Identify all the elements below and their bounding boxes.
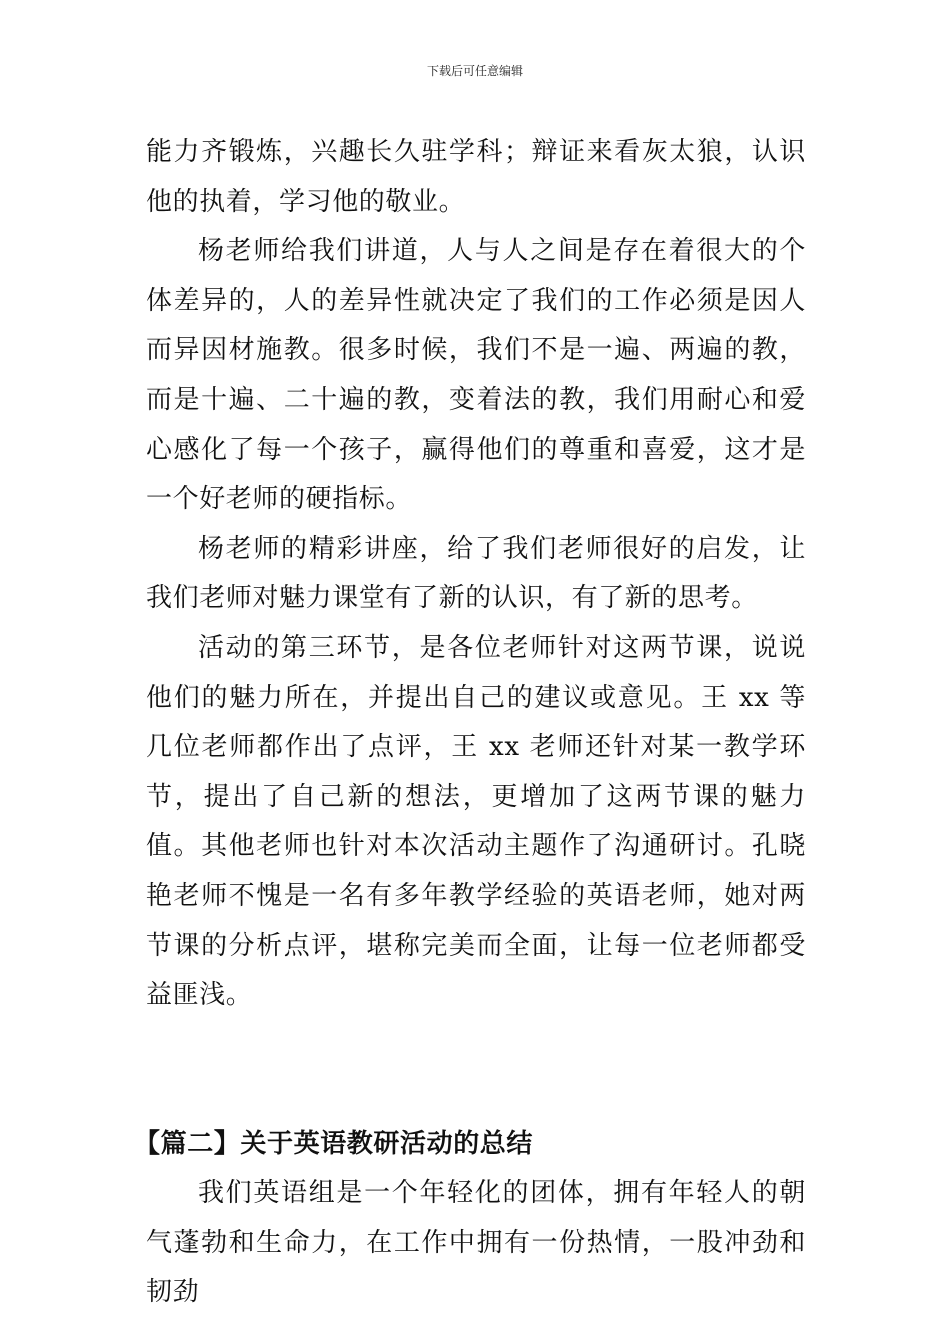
paragraph-english-group: 我们英语组是一个年轻化的团体，拥有年轻人的朝气蓬勃和生命力，在工作中拥有一份热情，一股冲劲和韧劲 (146, 1178, 806, 1308)
paragraph-third-session: 活动的第三环节，是各位老师针对这两节课，说说他们的魅力所在，并提出自己的建议或意见。王 xx 等几位老师都作出了点评，王 xx 老师还针对某一教学环节，提出了自己新的想法，更增加了这两节课的魅力值。其他老师也针对本次活动主题作了沟通研讨。孔晓艳老师不愧是一名有多年教学经验的英语老师，她对两节课的分析点评，堪称完美而全面，让每一位老师都受益匪浅。 (146, 632, 806, 1011)
paragraph-lecture-inspiration: 杨老师的精彩讲座，给了我们老师很好的启发，让我们老师对魅力课堂有了新的认识，有了新的思考。 (146, 533, 806, 614)
document-body (134, 128, 806, 1318)
header-note: 下载后可任意编辑 (426, 64, 523, 78)
section-spacer (146, 1021, 806, 1120)
paragraph-individual-differences: 杨老师给我们讲道，人与人之间是存在着很大的个体差异的，人的差异性就决定了我们的工作必须是因人而异因材施教。很多时候，我们不是一遍、两遍的教，而是十遍、二十遍的教，变着法的教，我们用耐心和爱心感化了每一个孩子，赢得他们的尊重和喜爱，这才是一个好老师的硬指标。 (146, 236, 806, 515)
section-heading: 【篇二】关于英语教研活动的总结 (134, 1128, 534, 1159)
paragraph-continuation: 能力齐锻炼，兴趣长久驻学科；辩证来看灰太狼，认识他的执着，学习他的敬业。 (146, 137, 806, 217)
